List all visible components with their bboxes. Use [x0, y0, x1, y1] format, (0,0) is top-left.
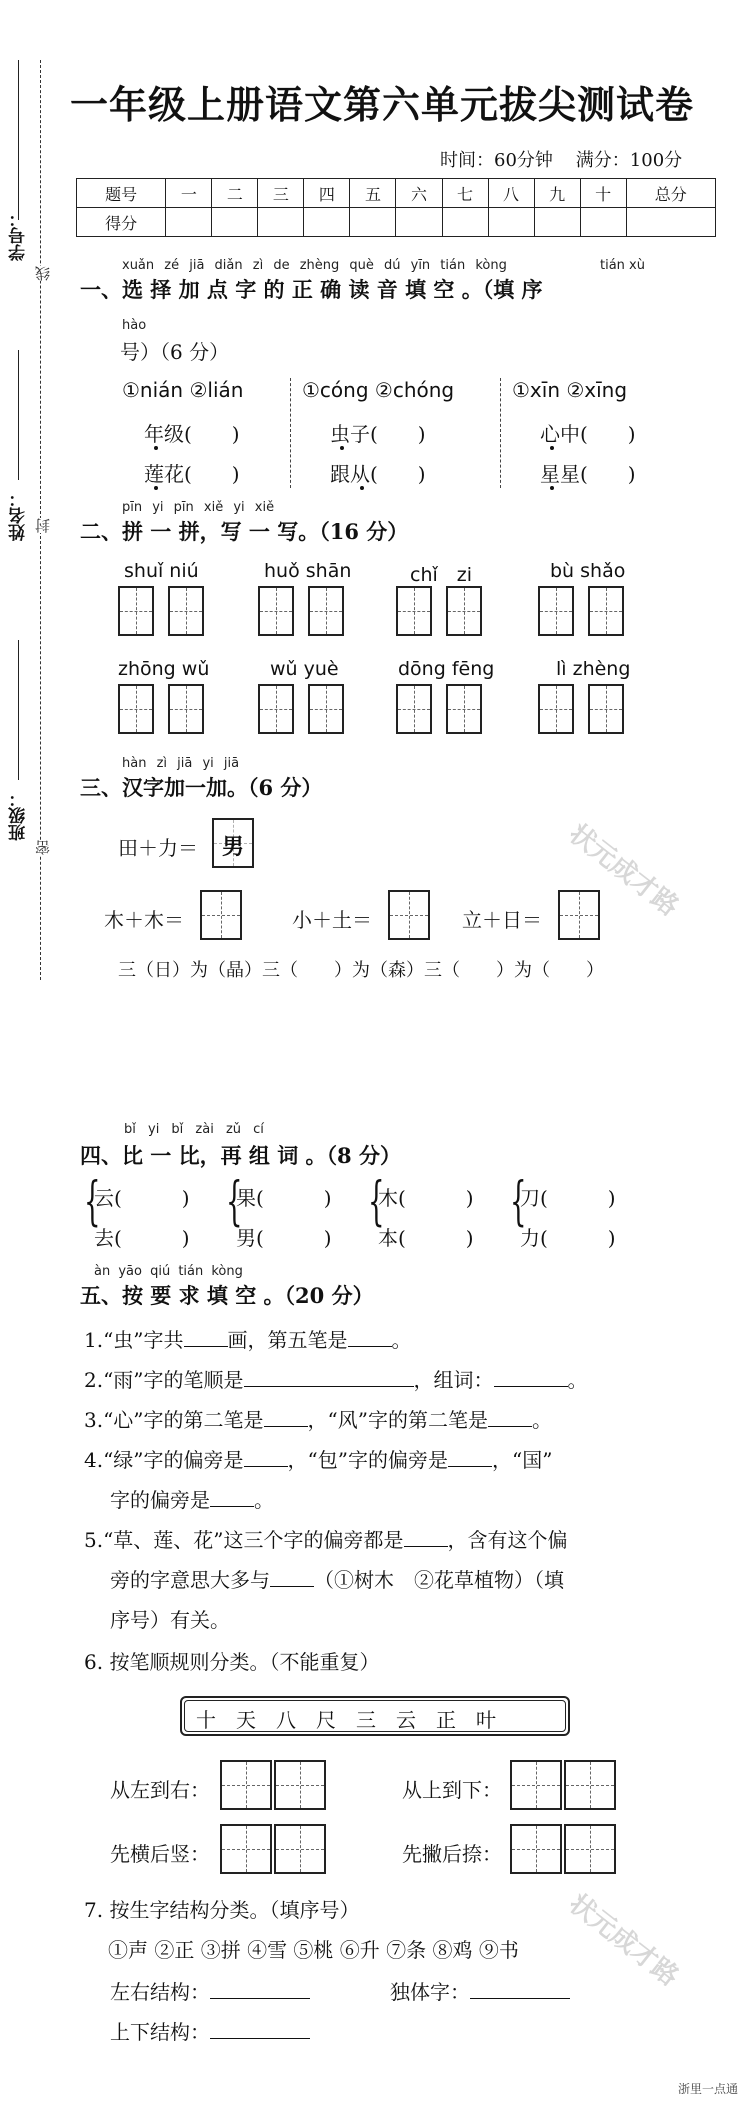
- brace-icon: {: [510, 1172, 527, 1232]
- choice-item[interactable]: 莲花( ): [144, 462, 240, 486]
- score-cell: 得分: [77, 208, 166, 237]
- word-pair-item[interactable]: 木( ): [378, 1186, 474, 1210]
- score-cell: 二: [212, 179, 258, 208]
- choice-head: ①nián ②lián: [122, 378, 244, 402]
- answer-box[interactable]: [200, 890, 242, 940]
- answer-blank[interactable]: [244, 1386, 414, 1387]
- q-text: ，组词：: [413, 1368, 494, 1392]
- word-pair-item[interactable]: 男( ): [236, 1226, 332, 1250]
- q-text: 。: [567, 1368, 588, 1392]
- q-text: 1.“虫”字共: [84, 1328, 184, 1352]
- brace-icon: {: [226, 1172, 243, 1232]
- question-7: 7. 按生字结构分类。（填序号）: [84, 1898, 360, 1922]
- score-cell[interactable]: [580, 208, 626, 237]
- pinyin-line: àn yāo qiú tián kòng: [94, 1264, 243, 1279]
- equation: 木＋木＝: [104, 908, 184, 932]
- score-cell: 三: [258, 179, 304, 208]
- score-cell[interactable]: [488, 208, 534, 237]
- watermark-stamp: 状元成才路: [563, 1888, 684, 1993]
- answer-box[interactable]: [510, 1760, 562, 1810]
- structure-left-right: [110, 1976, 310, 2005]
- class-label: 班级：: [9, 790, 29, 841]
- q-text: 。: [254, 1488, 274, 1512]
- emphasis-dot: [154, 486, 158, 490]
- section-2-title: 二、拼 一 拼，写 一 写。（16 分）: [80, 519, 409, 544]
- score-table: [76, 178, 716, 237]
- q-text: 画，第五笔是: [227, 1328, 348, 1352]
- brace-icon: {: [84, 1172, 101, 1232]
- answer-blank[interactable]: [244, 1466, 288, 1467]
- score-cell: 四: [304, 179, 350, 208]
- binding-char: 密: [34, 840, 52, 855]
- answer-blank[interactable]: [448, 1466, 492, 1467]
- writing-cell[interactable]: [396, 586, 432, 636]
- writing-cell[interactable]: [446, 586, 482, 636]
- pinyin-prompt: chǐ zi: [410, 564, 473, 586]
- answer-blank[interactable]: [264, 1426, 308, 1427]
- word-pair-item[interactable]: 力( ): [520, 1226, 616, 1250]
- score-cell[interactable]: [166, 208, 212, 237]
- emphasis-dot: [550, 486, 554, 490]
- answer-box[interactable]: [220, 1824, 272, 1874]
- score-cell[interactable]: [304, 208, 350, 237]
- equation: 小＋土＝: [292, 908, 372, 932]
- q-text: 。: [531, 1408, 552, 1432]
- score-cell: 六: [396, 179, 442, 208]
- group-separator: [290, 378, 291, 488]
- name-label: 姓名：: [9, 490, 29, 541]
- full-score: 满分：100分: [575, 150, 683, 171]
- pinyin-prompt: wǔ yuè: [270, 658, 339, 680]
- score-table-row: [77, 208, 716, 237]
- choice-head: ①xīn ②xīng: [512, 378, 628, 402]
- pinyin-prompt: lì zhèng: [556, 658, 631, 680]
- choice-item[interactable]: 跟从( ): [330, 462, 426, 486]
- answer-blank[interactable]: [210, 1998, 310, 1999]
- answer-blank[interactable]: [348, 1346, 392, 1347]
- pinyin-line: pīn yi pīn xiě yi xiě: [122, 500, 275, 515]
- answer-blank[interactable]: [404, 1546, 448, 1547]
- q-text: 左右结构：: [110, 1980, 210, 2004]
- question-2: [84, 1364, 588, 1393]
- answer-blank[interactable]: [494, 1386, 568, 1387]
- section-1-title: 一、选 择 加 点 字 的 正 确 读 音 填 空 。（填 序: [80, 277, 543, 302]
- category-label: 从左到右：: [110, 1778, 210, 1802]
- exam-meta: [440, 146, 682, 172]
- question-5-cont2: 序号）有关。: [110, 1608, 230, 1632]
- score-cell[interactable]: [626, 208, 715, 237]
- writing-cell[interactable]: [258, 586, 294, 636]
- question-4-cont: [110, 1484, 274, 1513]
- answer-blank[interactable]: [210, 1506, 254, 1507]
- student-id-line[interactable]: [18, 60, 19, 220]
- pinyin-line: xuǎn zé jiā diǎn zì de zhèng què dú yīn tián kòng: [122, 258, 507, 273]
- writing-cell[interactable]: [446, 684, 482, 734]
- writing-cell[interactable]: [538, 586, 574, 636]
- q-text: ，含有这个偏: [447, 1528, 568, 1552]
- word-bank: 十 天 八 尺 三 云 正 叶: [196, 1708, 496, 1732]
- question-5: [84, 1524, 568, 1553]
- writing-cell[interactable]: [118, 586, 154, 636]
- pinyin-prompt: shuǐ niú: [124, 560, 199, 582]
- brace-icon: {: [368, 1172, 385, 1232]
- score-cell[interactable]: [396, 208, 442, 237]
- fill-line[interactable]: 三（日）为（晶）三（ ）为（森）三（ ）为（ ）: [118, 960, 604, 981]
- score-table-header: [77, 179, 716, 208]
- pinyin-line: hào: [122, 318, 147, 333]
- pinyin-prompt: dōng fēng: [398, 658, 495, 680]
- score-cell: 总分: [626, 179, 715, 208]
- writing-cell[interactable]: [308, 684, 344, 734]
- pinyin-prompt: huǒ shān: [264, 560, 352, 582]
- answer-box[interactable]: [388, 890, 430, 940]
- q-text: 独体字：: [390, 1980, 470, 2004]
- student-id-label: 学号：: [9, 210, 29, 261]
- score-cell[interactable]: [442, 208, 488, 237]
- pinyin-line: hàn zì jiā yi jiā: [122, 756, 240, 771]
- category-label: 先撇后捺：: [402, 1842, 502, 1866]
- word-pair-item[interactable]: 果( ): [236, 1186, 332, 1210]
- word-pair-item[interactable]: 去( ): [94, 1226, 190, 1250]
- choice-item[interactable]: 心中( ): [540, 422, 636, 446]
- score-cell[interactable]: [350, 208, 396, 237]
- name-line[interactable]: [18, 350, 19, 480]
- q-text: （①树木 ②花草植物）（填: [314, 1568, 564, 1592]
- pinyin-line: tián xù: [600, 258, 645, 273]
- q-text: ，“包”字的偏旁是: [287, 1448, 448, 1472]
- example-equation: 田＋力＝: [118, 836, 198, 860]
- answer-blank[interactable]: [210, 2038, 310, 2039]
- writing-cell[interactable]: [308, 586, 344, 636]
- answer-box[interactable]: [510, 1824, 562, 1874]
- score-cell[interactable]: [534, 208, 580, 237]
- answer-blank[interactable]: [470, 1998, 570, 1999]
- score-cell: 七: [442, 179, 488, 208]
- answer-box[interactable]: [564, 1760, 616, 1810]
- q-text: 字的偏旁是: [110, 1488, 210, 1512]
- emphasis-dot: [340, 446, 344, 450]
- choice-item[interactable]: 年级( ): [144, 422, 240, 446]
- score-cell[interactable]: [212, 208, 258, 237]
- q-text: 2.“雨”字的笔顺是: [84, 1368, 244, 1392]
- word-pair-item[interactable]: 刀( ): [520, 1186, 616, 1210]
- time-limit: 时间：60分钟: [440, 150, 553, 171]
- category-label: 先横后竖：: [110, 1842, 210, 1866]
- emphasis-dot: [154, 446, 158, 450]
- example-answer: 男: [222, 834, 245, 860]
- score-cell: 题号: [77, 179, 166, 208]
- answer-box[interactable]: [274, 1824, 326, 1874]
- answer-box[interactable]: [558, 890, 600, 940]
- section-3-title: 三、汉字加一加。（6 分）: [80, 775, 323, 800]
- q-text: 旁的字意思大多与: [110, 1568, 270, 1592]
- answer-blank[interactable]: [488, 1426, 532, 1427]
- section-1-title-cont: 号）（6 分）: [120, 340, 230, 364]
- answer-blank[interactable]: [184, 1346, 228, 1347]
- binding-char: 封: [34, 518, 52, 533]
- score-cell: 五: [350, 179, 396, 208]
- question-4: [84, 1444, 552, 1473]
- binding-char: 线: [34, 266, 52, 281]
- score-cell: 九: [534, 179, 580, 208]
- class-line[interactable]: [18, 640, 19, 780]
- writing-cell[interactable]: [538, 684, 574, 734]
- score-cell: 八: [488, 179, 534, 208]
- q-text: 4.“绿”字的偏旁是: [84, 1448, 244, 1472]
- question-6: 6. 按笔顺规则分类。（不能重复）: [84, 1650, 380, 1674]
- emphasis-dot: [360, 486, 364, 490]
- section-5-title: 五、按 要 求 填 空 。（20 分）: [80, 1283, 374, 1308]
- q-text: 5.“草、莲、花”这三个字的偏旁都是: [84, 1528, 404, 1552]
- writing-cell[interactable]: [258, 684, 294, 734]
- q-text: 3.“心”字的第二笔是: [84, 1408, 264, 1432]
- writing-cell[interactable]: [588, 684, 624, 734]
- watermark-stamp: 状元成才路: [563, 818, 684, 923]
- question-1: [84, 1324, 412, 1353]
- score-cell: 一: [166, 179, 212, 208]
- section-4-title: 四、比 一 比，再 组 词 。（8 分）: [80, 1143, 401, 1168]
- category-label: 从上到下：: [402, 1778, 502, 1802]
- question-3: [84, 1404, 552, 1433]
- q-text: ，“国”: [491, 1448, 553, 1472]
- writing-cell[interactable]: [588, 586, 624, 636]
- score-cell: 十: [580, 179, 626, 208]
- q-text: 。: [391, 1328, 412, 1352]
- structure-top-bottom: [110, 2016, 310, 2045]
- equation: 立＋日＝: [462, 908, 542, 932]
- footer-brand: 浙里一点通: [677, 2082, 738, 2096]
- writing-cell[interactable]: [118, 684, 154, 734]
- choice-item[interactable]: 虫子( ): [330, 422, 426, 446]
- page-title: 一年级上册语文第六单元拔尖测试卷: [70, 82, 695, 127]
- structure-single: [390, 1976, 570, 2005]
- answer-box[interactable]: [564, 1824, 616, 1874]
- choice-head: ①cóng ②chóng: [302, 378, 455, 402]
- q-text: 上下结构：: [110, 2020, 210, 2044]
- writing-cell[interactable]: [168, 684, 204, 734]
- answer-box[interactable]: [274, 1760, 326, 1810]
- answer-blank[interactable]: [270, 1586, 314, 1587]
- word-pair-item[interactable]: 云( ): [94, 1186, 190, 1210]
- emphasis-dot: [550, 446, 554, 450]
- writing-cell[interactable]: [168, 586, 204, 636]
- answer-box[interactable]: [220, 1760, 272, 1810]
- char-list: ①声 ②正 ③拼 ④雪 ⑤桃 ⑥升 ⑦条 ⑧鸡 ⑨书: [108, 1938, 519, 1962]
- question-5-cont: [110, 1564, 564, 1593]
- word-pair-item[interactable]: 本( ): [378, 1226, 474, 1250]
- score-cell[interactable]: [258, 208, 304, 237]
- choice-item[interactable]: 星星( ): [540, 462, 636, 486]
- pinyin-prompt: zhōng wǔ: [118, 658, 210, 680]
- writing-cell[interactable]: [396, 684, 432, 734]
- group-separator: [500, 378, 501, 488]
- pinyin-line: bǐ yi bǐ zài zǔ cí: [124, 1122, 264, 1137]
- pinyin-prompt: bù shǎo: [550, 560, 626, 582]
- q-text: ，“风”字的第二笔是: [307, 1408, 488, 1432]
